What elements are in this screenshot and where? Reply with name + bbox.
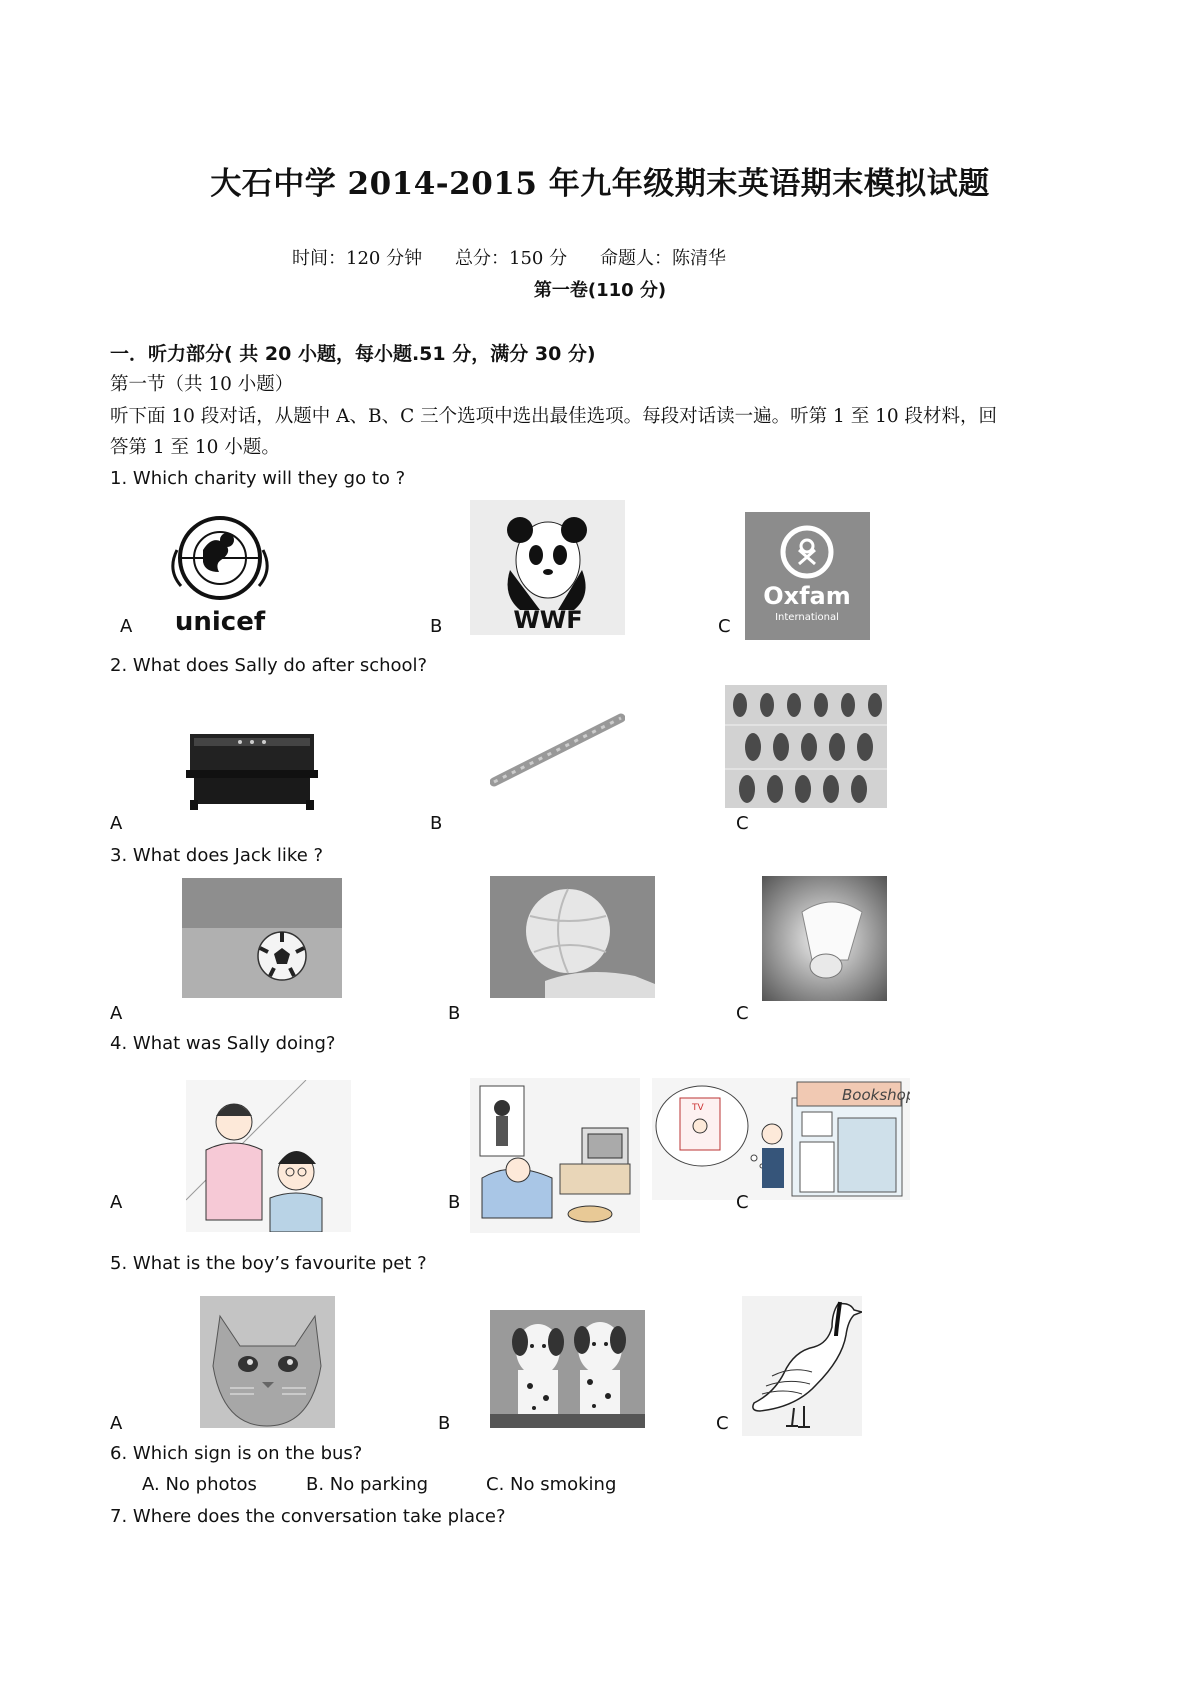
exam-time: 时间：120 分钟 xyxy=(292,248,423,269)
exam-total: 总分：150 分 xyxy=(455,248,568,269)
q6-option-c: C. No smoking xyxy=(486,1474,617,1495)
cat-image xyxy=(200,1296,335,1428)
q3-label-a: A xyxy=(110,1003,123,1024)
question-4: 4. What was Sally doing? xyxy=(110,1033,336,1054)
wwf-logo-image xyxy=(470,500,625,635)
question-7: 7. Where does the conversation take place? xyxy=(110,1506,506,1527)
volume-heading: 第一卷(110 分) xyxy=(533,280,667,301)
q2-label-c: C xyxy=(736,813,749,834)
q5-label-b: B xyxy=(438,1413,451,1434)
q2-label-b: B xyxy=(430,813,443,834)
shuttlecock-image xyxy=(762,876,887,1001)
q6-option-b: B. No parking xyxy=(306,1474,429,1495)
football-image xyxy=(182,878,342,998)
question-2: 2. What does Sally do after school? xyxy=(110,655,428,676)
q6-option-a: A. No photos xyxy=(142,1474,257,1495)
dalmatian-dogs-image xyxy=(490,1310,645,1428)
piano-image xyxy=(182,730,322,810)
q5-label-a: A xyxy=(110,1413,123,1434)
violins-image xyxy=(725,685,887,808)
q3-label-b: B xyxy=(448,1003,461,1024)
question-3: 3. What does Jack like ? xyxy=(110,845,324,866)
phone-call-illustration xyxy=(186,1080,351,1232)
q1-label-c: C xyxy=(718,616,731,637)
q5-label-c: C xyxy=(716,1413,729,1434)
q4-label-a: A xyxy=(110,1192,123,1213)
q4-label-b: B xyxy=(448,1192,461,1213)
question-5: 5. What is the boy’s favourite pet ? xyxy=(110,1253,427,1274)
part-heading: 第一节（共 10 小题） xyxy=(110,374,294,395)
oxfam-subtitle: International xyxy=(775,612,839,623)
instructions-line-2: 答第 1 至 10 小题。 xyxy=(110,437,280,458)
goose-image xyxy=(742,1296,862,1436)
question-1: 1. Which charity will they go to ? xyxy=(110,468,406,489)
q1-label-b: B xyxy=(430,616,443,637)
question-6: 6. Which sign is on the bus? xyxy=(110,1443,363,1464)
exam-author: 命题人：陈清华 xyxy=(600,248,726,269)
unicef-logo-image xyxy=(155,510,285,635)
oxfam-logo-image xyxy=(745,512,870,640)
exam-title: 大石中学 2014-2015 年九年级期末英语期末模拟试题 xyxy=(210,166,990,202)
q1-label-a: A xyxy=(120,616,133,637)
q3-label-c: C xyxy=(736,1003,749,1024)
flute-image xyxy=(490,712,625,787)
instructions-line-1: 听下面 10 段对话，从题中 A、B、C 三个选项中选出最佳选项。每段对话读一遍。听第 1 至 10 段材料，回 xyxy=(110,406,998,427)
unicef-wordmark: unicef xyxy=(174,607,266,635)
tv-magazine-label: TV xyxy=(692,1103,704,1113)
q2-label-a: A xyxy=(110,813,123,834)
section-heading: 一．听力部分( 共 20 小题，每小题.51 分，满分 30 分) xyxy=(110,343,596,365)
volleyball-image xyxy=(490,876,655,998)
watching-tv-illustration xyxy=(470,1078,640,1233)
bookshop-illustration xyxy=(652,1078,910,1200)
oxfam-wordmark: Oxfam xyxy=(763,582,851,610)
wwf-wordmark: WWF xyxy=(513,606,583,634)
bookshop-sign: Bookshop xyxy=(842,1086,910,1104)
q4-label-c: C xyxy=(736,1192,749,1213)
